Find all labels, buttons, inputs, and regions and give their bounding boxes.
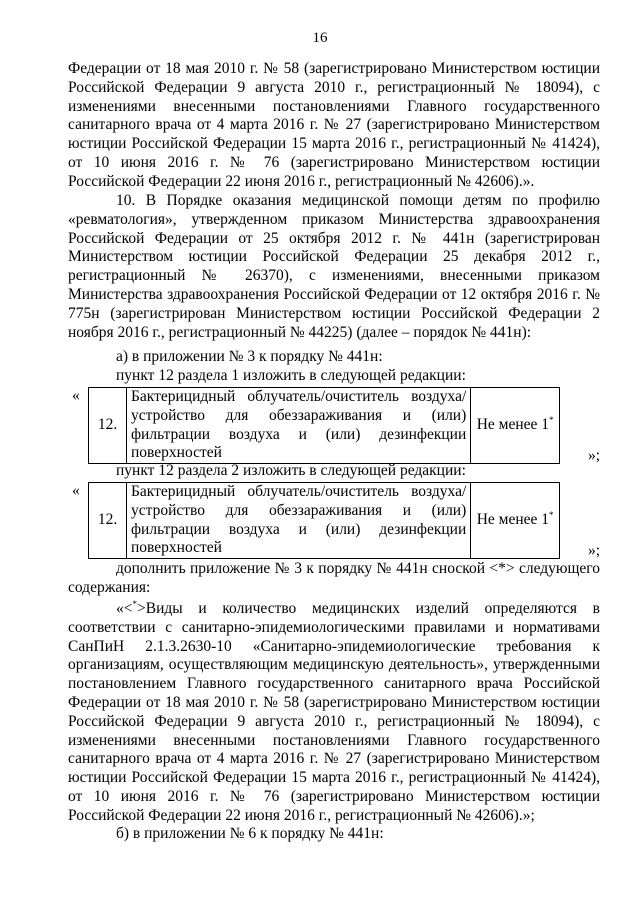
equipment-norm	[471, 388, 560, 464]
table-row	[89, 483, 560, 559]
paragraph-continuation: Федерации от 18 мая 2010 г. № 58 (зарегистрировано Министерством юстиции Российской Федерации 9 августа 2010 г., регистрационный № 18094), с изменениями внесенными постановлениями Главного государственного санитарного врача от 4 марта 2016 г. № 27 (зарегистрировано Министерством юстиции Российской Федерации 15 марта 2016 г., регистрационный № 41424), от 10 июня 2016 г. № 76 (зарегистрировано Министерством юстиции Российской Федерации 22 июня 2016 г., регистрационный № 42606).».	[68, 60, 600, 190]
norm-value: Не менее 1	[476, 511, 550, 529]
item-b: б) в приложении № 6 к порядку № 441н:	[116, 825, 384, 842]
page-number: 16	[312, 30, 328, 46]
open-quote: «	[72, 482, 80, 499]
equipment-table	[88, 482, 560, 559]
norm-value: Не менее 1	[476, 416, 550, 434]
footnote-paragraph	[68, 600, 600, 826]
row-number: 12.	[89, 483, 127, 559]
addition-paragraph: дополнить приложение № 3 к порядку № 441н сноской <*> следующего содержания:	[68, 560, 600, 596]
amendment-table-section-2	[68, 482, 600, 558]
footnote-mark: *	[549, 510, 554, 521]
footnote-mark: *	[549, 415, 554, 426]
footnote-text: >Виды и количество медицинских изделий определяются в соответствии с санитарно-эпидемиологическими правилами и нормативами СанПиН 2.1.3.2630-10 «Санитарно-эпидемиологические требования к организациям, осуществляющим медицинскую деятельность», утвержденными постановлением Главного государственного санитарного врача Российской Федерации от 18 мая 2010 г. № 58 (зарегистрировано Министерством юстиции Российской Федерации 9 августа 2010 г., регистрационный № 18094), с изменениями внесенными постановлениями Главного государственного санитарного врача от 4 марта 2016 г. № 27 (зарегистрировано Министерством юстиции Российской Федерации 15 марта 2016 г., регистрационный № 41424), от 10 июня 2016 г. № 76 (зарегистрировано Министерством юстиции Российской Федерации 22 июня 2016 г., регистрационный № 42606).»;	[68, 600, 600, 824]
point-12-section-2-intro: пункт 12 раздела 2 изложить в следующей редакции:	[116, 462, 466, 479]
equipment-name: Бактерицидный облучатель/очиститель воздуха/устройство для обеззараживания и (или) фильтрации воздуха и (или) дезинфекции поверхностей	[127, 388, 471, 464]
equipment-table	[88, 387, 560, 464]
table-row	[89, 388, 560, 464]
point-12-section-1-intro: пункт 12 раздела 1 изложить в следующей редакции:	[116, 367, 466, 384]
equipment-norm	[471, 483, 560, 559]
close-quote: »;	[587, 447, 600, 464]
item-a: а) в приложении № 3 к порядку № 441н:	[116, 348, 383, 365]
close-quote: »;	[587, 542, 600, 559]
paragraph-10: 10. В Порядке оказания медицинской помощи детям по профилю «ревматология», утвержденном приказом Министерства здравоохранения Российской Федерации от 25 октября 2012 г. № 441н (зарегистрирован Министерством юстиции Российской Федерации 25 декабря 2012 г., регистрационный № 26370), с изменениями, внесенными приказом Министерства здравоохранения Российской Федерации от 12 октября 2016 г. № 775н (зарегистрирован Министерством юстиции Российской Федерации 2 ноября 2016 г., регистрационный № 44225) (далее – порядок № 441н):	[68, 192, 600, 341]
equipment-name: Бактерицидный облучатель/очиститель воздуха/устройство для обеззараживания и (или) фильтрации воздуха и (или) дезинфекции поверхностей	[127, 483, 471, 559]
footnote-star: *	[132, 599, 137, 609]
open-quote: «	[72, 387, 80, 404]
footnote-open: «<	[116, 600, 133, 617]
amendment-table-section-1	[68, 387, 600, 463]
row-number: 12.	[89, 388, 127, 464]
